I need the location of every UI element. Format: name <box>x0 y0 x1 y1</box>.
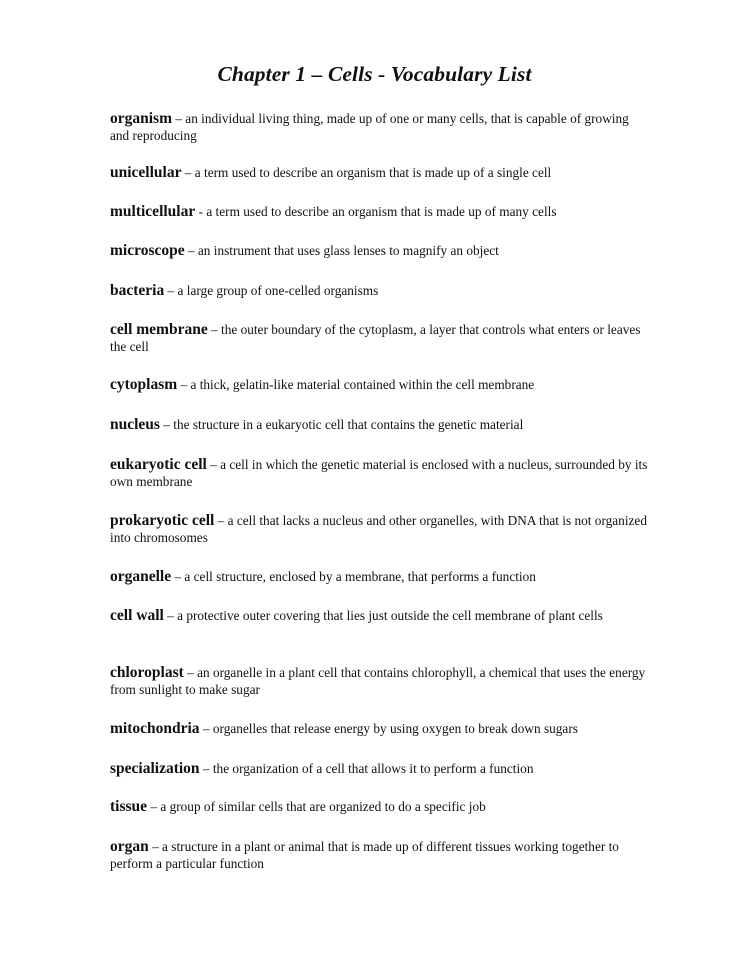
vocab-definition: an organelle in a plant cell that contains chlorophyll, a chemical that uses the energy from sunlight to make sugar <box>110 665 646 697</box>
vocab-term: multicellular <box>110 203 196 220</box>
vocab-entry-eukaryotic-cell <box>110 456 650 490</box>
vocab-term: organelle <box>110 568 172 585</box>
vocab-separator: – <box>164 283 178 298</box>
vocab-term: cytoplasm <box>110 376 178 393</box>
vocab-definition: a group of similar cells that are organized to do a specific job <box>160 799 486 814</box>
vocab-term: prokaryotic cell <box>110 512 215 529</box>
page-title: Chapter 1 – Cells - Vocabulary List <box>217 62 532 86</box>
vocab-entry-organism <box>110 110 650 144</box>
vocab-separator: – <box>177 377 191 392</box>
vocab-entry-unicellular <box>110 164 650 181</box>
vocab-term: nucleus <box>110 416 160 433</box>
vocab-separator: – <box>199 761 213 776</box>
vocab-entry-cell-wall <box>110 607 650 624</box>
vocab-entry-nucleus <box>110 416 650 433</box>
vocab-definition: an instrument that uses glass lenses to magnify an object <box>197 243 499 258</box>
vocab-term: organism <box>110 110 172 127</box>
vocab-term: specialization <box>110 760 200 777</box>
vocab-definition: a large group of one-celled organisms <box>177 283 379 298</box>
vocab-separator: – <box>207 322 221 337</box>
vocab-separator: – <box>181 165 195 180</box>
vocab-definition: a term used to describe an organism that is made up of a single cell <box>194 165 552 180</box>
vocab-separator: – <box>183 665 198 680</box>
vocab-entry-mitochondria <box>110 720 650 737</box>
vocab-term: mitochondria <box>110 720 200 737</box>
vocab-entry-chloroplast <box>110 664 650 698</box>
vocab-definition: a term used to describe an organism that is made up of many cells <box>206 204 557 219</box>
vocab-separator: – <box>159 417 174 432</box>
vocab-term: unicellular <box>110 164 182 181</box>
vocab-definition: a cell structure, enclosed by a membrane, that performs a function <box>184 569 536 584</box>
vocab-separator: - <box>195 204 207 219</box>
vocab-definition: the structure in a eukaryotic cell that contains the genetic material <box>173 417 524 432</box>
vocab-separator: – <box>163 608 178 623</box>
vocab-separator: – <box>148 839 163 854</box>
vocab-entry-cell-membrane <box>110 321 650 355</box>
vocab-definition: an individual living thing, made up of one or many cells, that is capable of growing and reproducing <box>110 111 629 143</box>
vocab-definition: a cell that lacks a nucleus and other organelles, with DNA that is not organized into chromosomes <box>110 513 647 545</box>
vocab-separator: – <box>214 513 228 528</box>
vocab-definition: a thick, gelatin-like material contained within the cell membrane <box>190 377 535 392</box>
vocab-definition: a protective outer covering that lies just outside the cell membrane of plant cells <box>177 608 603 623</box>
vocab-term: cell wall <box>110 607 164 624</box>
vocab-entry-organelle <box>110 568 650 585</box>
vocab-term: bacteria <box>110 282 165 299</box>
vocab-entry-cytoplasm <box>110 376 650 393</box>
vocab-term: tissue <box>110 798 148 815</box>
vocab-separator: – <box>184 243 198 258</box>
vocab-definition: the outer boundary of the cytoplasm, a layer that controls what enters or leaves the cell <box>110 322 641 354</box>
vocab-separator: – <box>172 111 186 126</box>
vocab-definition: the organization of a cell that allows it to perform a function <box>212 761 534 776</box>
vocab-entry-multicellular <box>110 203 650 220</box>
vocab-separator: – <box>199 721 213 736</box>
vocab-entry-organ <box>110 838 650 872</box>
vocab-term: eukaryotic cell <box>110 456 207 473</box>
vocab-definition: a cell in which the genetic material is enclosed with a nucleus, surrounded by its own membrane <box>110 457 648 489</box>
vocab-definition: a structure in a plant or animal that is made up of different tissues working together to perform a particular function <box>110 839 619 871</box>
vocab-definition: organelles that release energy by using oxygen to break down sugars <box>212 721 578 736</box>
vocab-separator: – <box>147 799 161 814</box>
vocab-term: chloroplast <box>110 664 184 681</box>
vocab-entry-bacteria <box>110 282 650 299</box>
vocab-entry-prokaryotic-cell <box>110 512 650 546</box>
vocab-entry-specialization <box>110 760 650 777</box>
vocab-term: microscope <box>110 242 185 259</box>
vocab-separator: – <box>171 569 185 584</box>
vocab-term: organ <box>110 838 149 855</box>
vocab-entry-microscope <box>110 242 650 259</box>
vocab-term: cell membrane <box>110 321 208 338</box>
vocab-separator: – <box>206 457 221 472</box>
vocab-entry-tissue <box>110 798 650 815</box>
